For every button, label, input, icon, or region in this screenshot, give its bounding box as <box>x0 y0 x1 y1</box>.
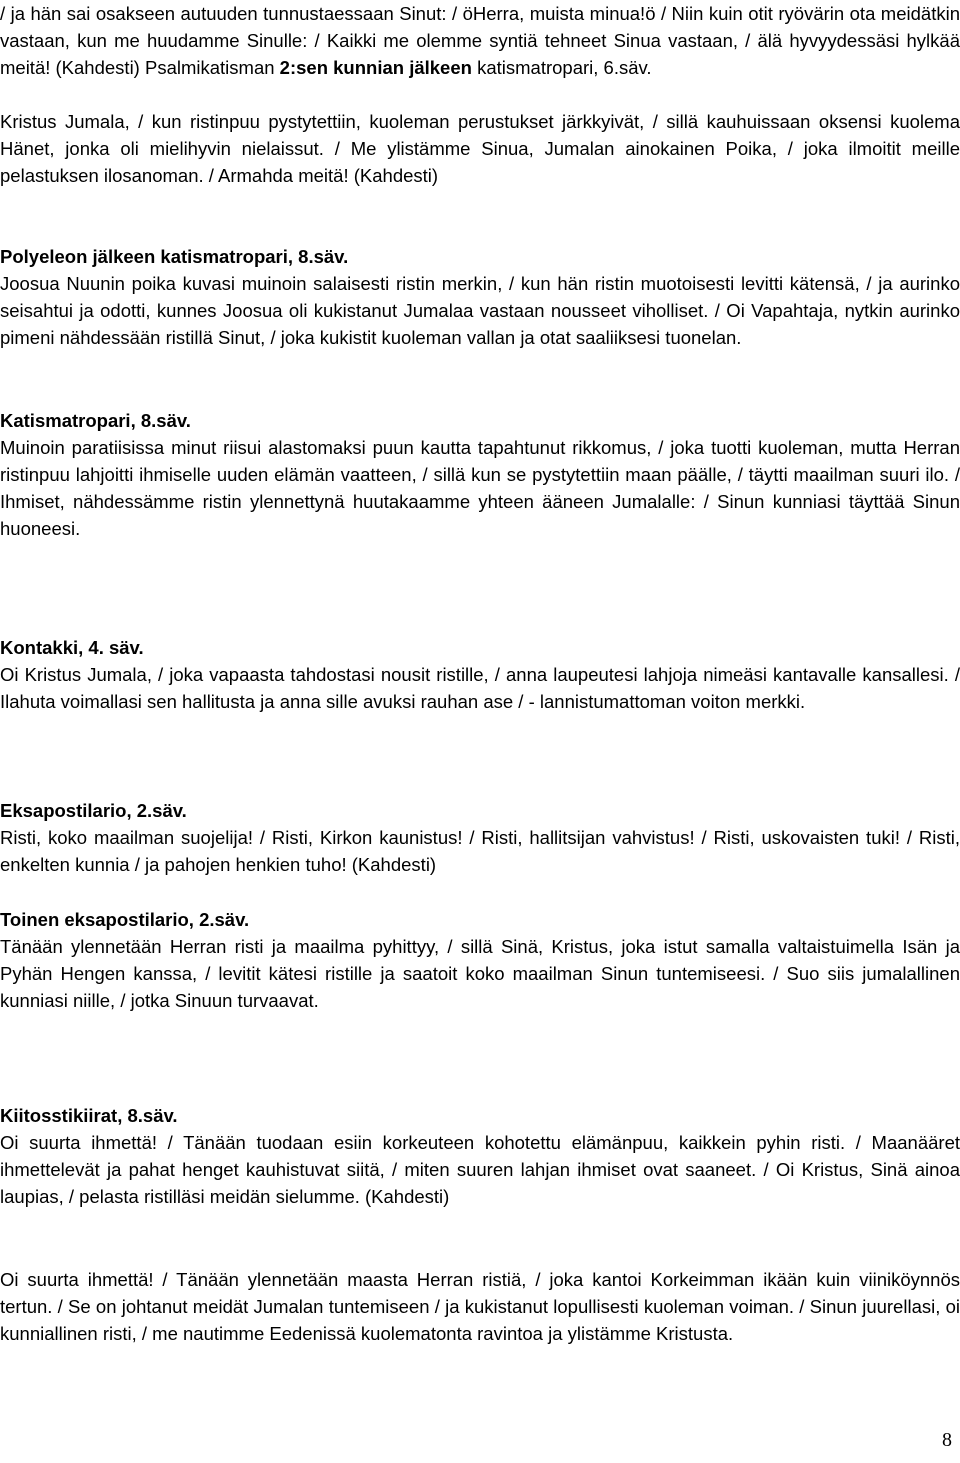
intro-paragraph <box>0 0 960 81</box>
psalm-prefix: Psalmikatisman <box>144 57 275 78</box>
section-body: Joosua Nuunin poika kuvasi muinoin salaisesti ristin merkin, / kun hän ristin muotoisesti levitti kätensä, / ja aurinko seisahtui ja odotti, kunnes Joosua oli kukistanut Jumalaa vastaan nousseet viholliset. / Oi Vapahtaja, nytkin aurinko pimeni nähdessään ristillä Sinut, / joka kukistit kuoleman vallan ja otat saaliiksesi tuonelan. <box>0 273 960 348</box>
section-body: Oi Kristus Jumala, / joka vapaasta tahdostasi nousit ristille, / anna laupeutesi lahjoja nimeäsi kantavalle kansallesi. / Ilahuta voimallasi sen hallitusta ja anna sille avuksi rauhan ase / - lannistumattoman voiton merkki. <box>0 664 960 712</box>
psalm-suffix: katismatropari, 6.säv. <box>477 57 652 78</box>
section-heading: Katismatropari, 8.säv. <box>0 410 191 431</box>
section-heading: Kiitosstikiirat, 8.säv. <box>0 1105 178 1126</box>
psalm-bold: 2:sen kunnian jälkeen <box>279 57 472 78</box>
section-body: Muinoin paratiisissa minut riisui alastomaksi puun kautta tapahtunut rikkomus, / joka tuotti kuoleman, mutta Herran ristinpuu lahjoitti ihmiselle uuden elämän vaatteen, / sillä kun se pystytettiin maan päälle, / täytti maailman suuri ilo. / Ihmiset, nähdessämme ristin ylennettynä huutakaamme yhteen ääneen Jumalalle: / Sinun kunniasi täyttää Sinun huoneesi. <box>0 437 960 539</box>
section-body: Kristus Jumala, / kun ristinpuu pystytettiin, kuoleman perustukset järkkyivät, / sillä kauhuissaan oksensi kuolema Hänet, jonka oli mielihyvin nielaissut. / Me ylistämme Sinua, Jumalan ainokainen Poika, / joka ilmoitit meille pelastuksen ilosanoman. / Armahda meitä! (Kahdesti) <box>0 111 960 186</box>
section-body: Oi suurta ihmettä! / Tänään tuodaan esiin korkeuteen kohotettu elämänpuu, kaikkein pyhin risti. / Maanääret ihmettelevät ja pahat henget kauhistuvat siitä, / miten suuren lahjan ihmiset ovat saaneet. / Oi Kristus, Sinä ainoa laupias, / pelasta ristilläsi meidän sielumme. (Kahdesti) <box>0 1132 960 1207</box>
section-heading: Toinen eksapostilario, 2.säv. <box>0 909 250 930</box>
section-heading: Kontakki, 4. säv. <box>0 637 144 658</box>
intro-text: / ja hän sai osakseen autuuden tunnustaessaan Sinut: / öHerra, muista minua!ö / Niin kuin otit ryövärin ota meidätkin vastaan, kun me huudamme Sinulle: / Kaikki me olemme syntiä tehneet Sinua vastaan, / älä hyvyydessäsi hylkää meitä! (Kahdesti) <box>0 3 960 78</box>
section-body: Oi suurta ihmettä! / Tänään ylennetään maasta Herran ristiä, / joka kantoi Korkeimman ikään kuin viiniköynnös tertun. / Se on johtanut meidät Jumalan tuntemiseen / ja kukistanut lopullisesti kuoleman voiman. / Sinun juurellasi, oi kunniallinen risti, / me nautimme Eedenissä kuolematonta ravintoa ja ylistämme Kristusta. <box>0 1269 960 1344</box>
section-heading: Polyeleon jälkeen katismatropari, 8.säv. <box>0 246 349 267</box>
page-number: 8 <box>942 1429 952 1451</box>
section-heading: Eksapostilario, 2.säv. <box>0 800 187 821</box>
section-body: Tänään ylennetään Herran risti ja maailma pyhittyy, / sillä Sinä, Kristus, joka istut samalla valtaistuimella Isän ja Pyhän Hengen kanssa, / levitit kätesi ristille ja saatoit koko maailman Sinun tuntemiseesi. / Suo siis jumalallinen kunniasi niille, / jotka Sinuun turvaavat. <box>0 936 960 1011</box>
section-body: Risti, koko maailman suojelija! / Risti, Kirkon kaunistus! / Risti, hallitsijan vahvistus! / Risti, uskovaisten tuki! / Risti, enkelten kunnia / ja pahojen henkien tuho! (Kahdesti) <box>0 827 960 875</box>
